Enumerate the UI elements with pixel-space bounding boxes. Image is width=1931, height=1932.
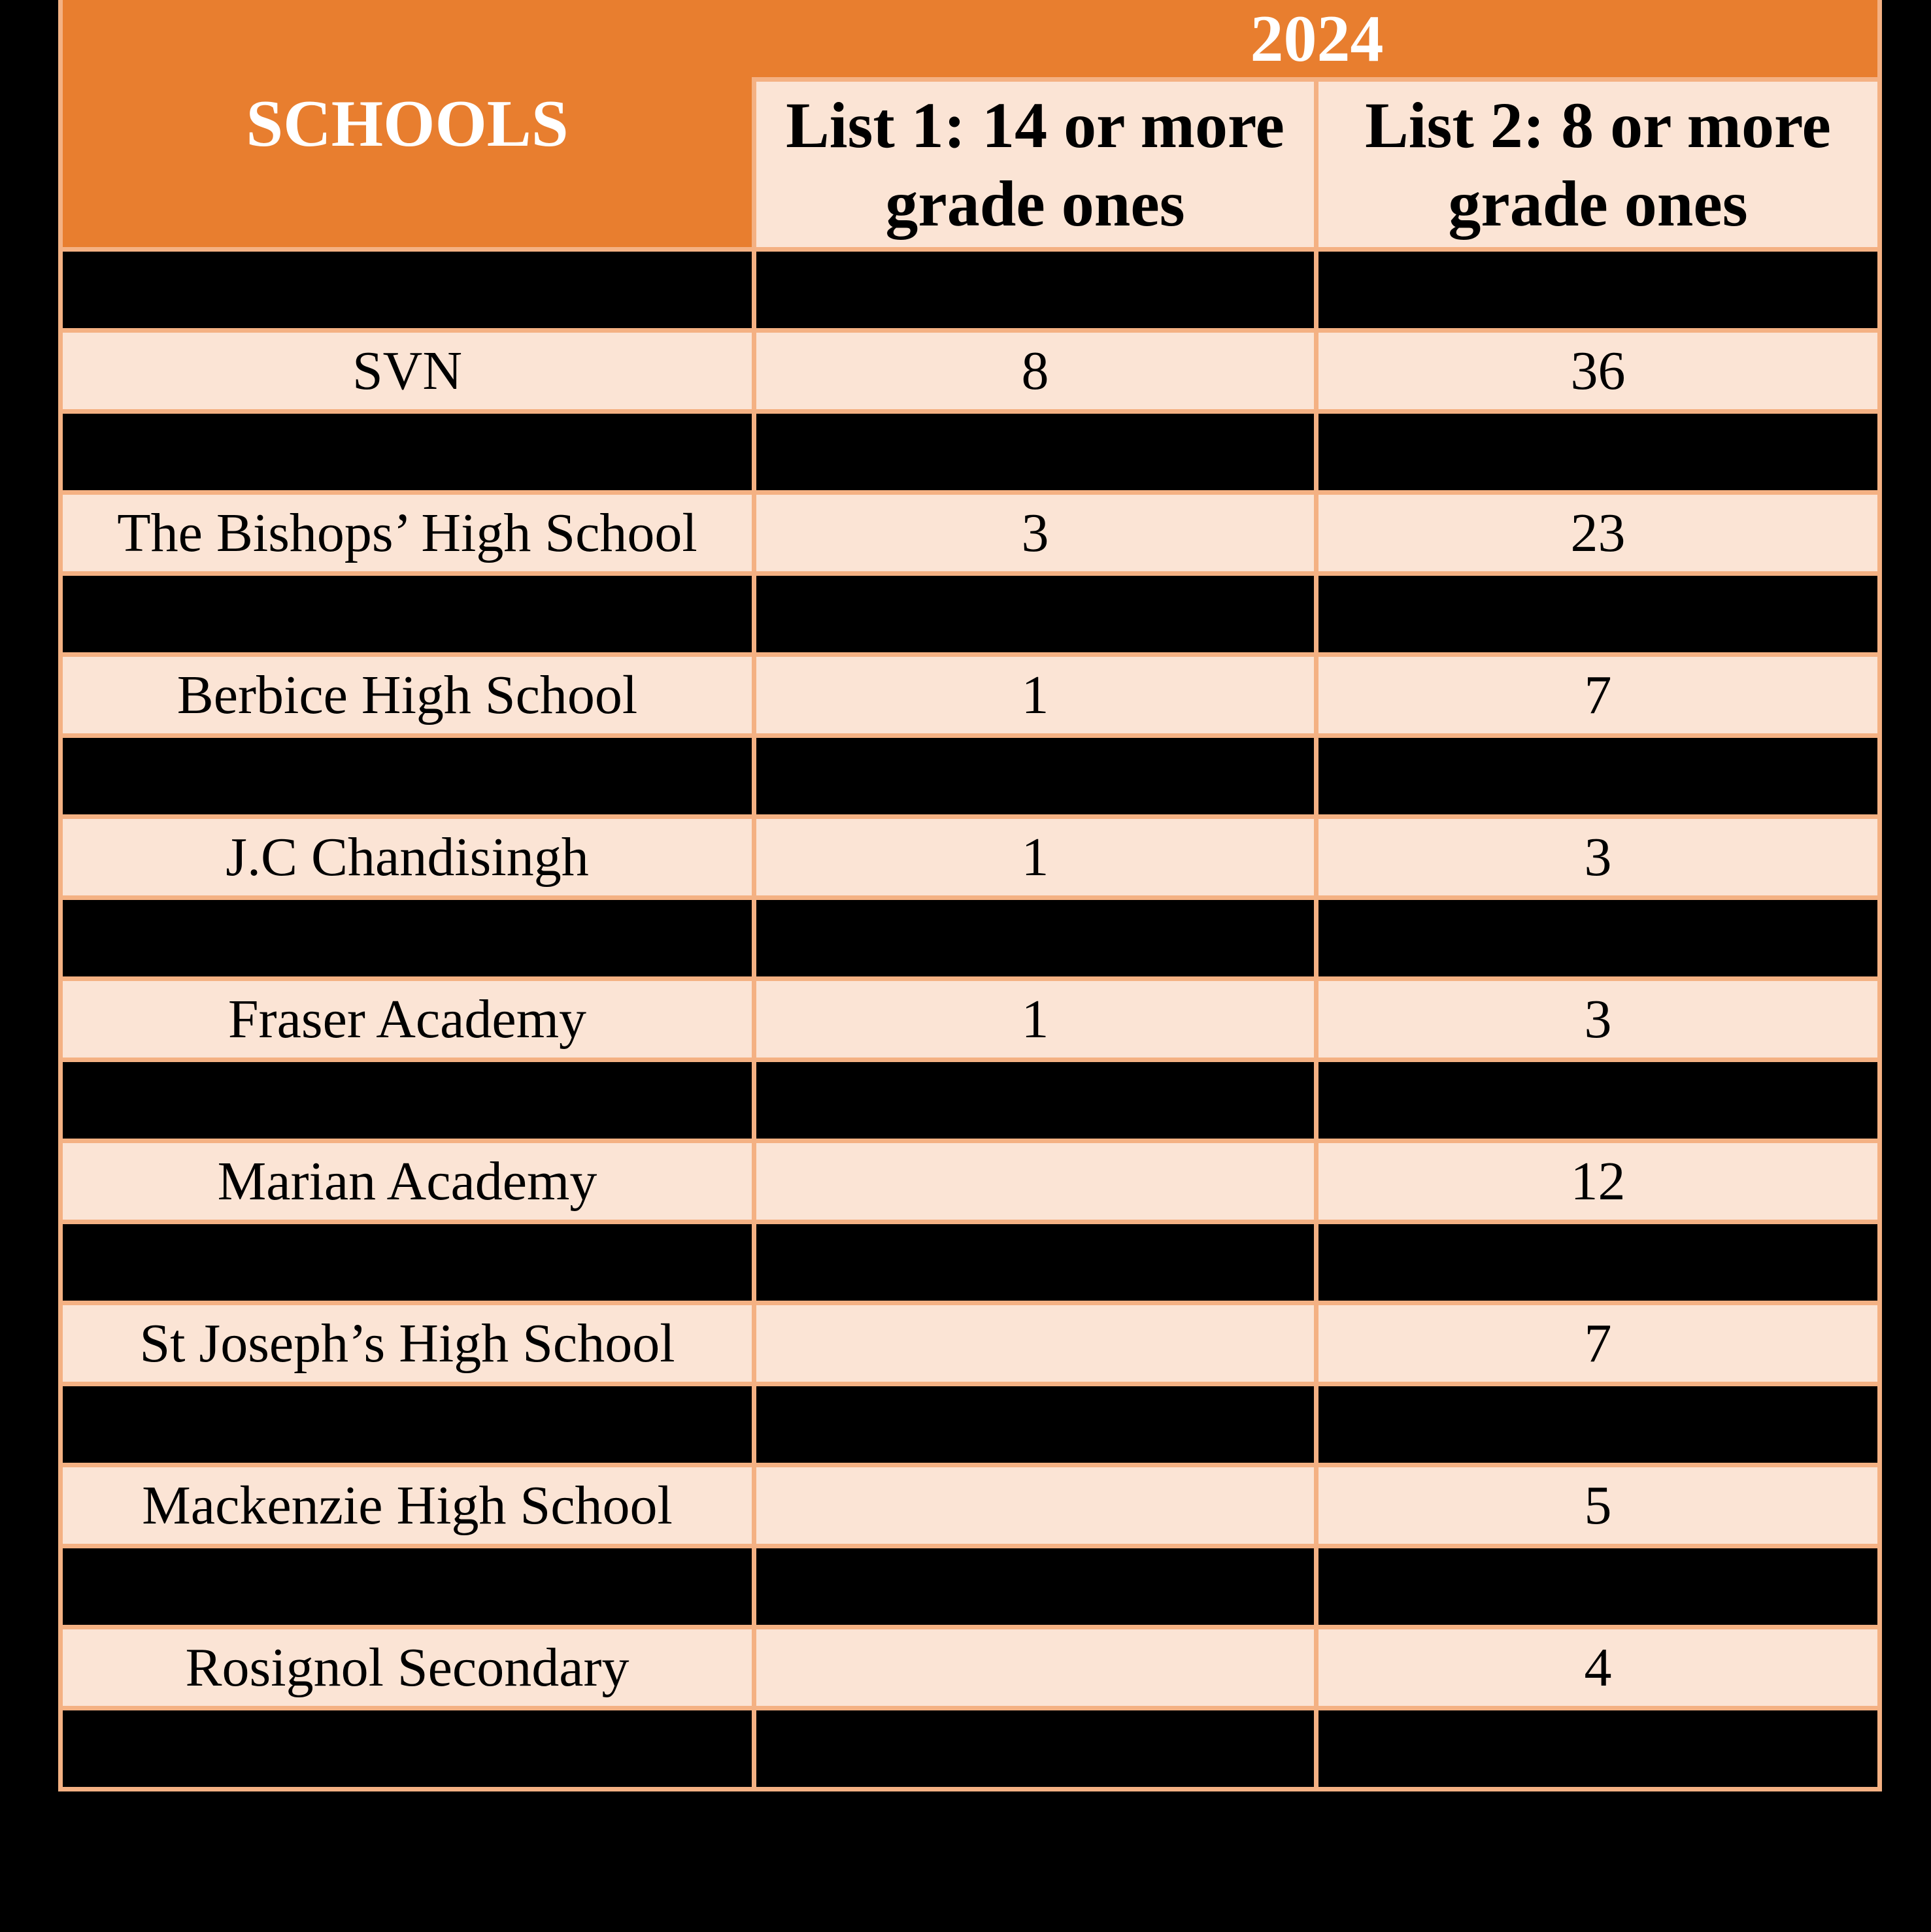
- spacer-cell: [63, 252, 752, 328]
- school-name-cell: Fraser Academy: [63, 981, 752, 1058]
- spacer-cell: [63, 738, 752, 814]
- school-name-cell: Marian Academy: [63, 1143, 752, 1220]
- list1-value-cell: 8: [756, 333, 1314, 409]
- list2-value-cell: 12: [1318, 1143, 1877, 1220]
- school-name-cell: Mackenzie High School: [63, 1467, 752, 1544]
- spacer-cell: [1318, 414, 1877, 490]
- list2-value-cell: 3: [1318, 981, 1877, 1058]
- list1-value-cell: [756, 1305, 1314, 1382]
- spacer-cell: [1318, 900, 1877, 976]
- spacer-cell: [63, 1548, 752, 1625]
- list1-value-cell: 1: [756, 981, 1314, 1058]
- spacer-cell: [63, 900, 752, 976]
- spacer-cell: [756, 900, 1314, 976]
- school-name-cell: J.C Chandisingh: [63, 819, 752, 895]
- list1-value-cell: 1: [756, 657, 1314, 733]
- list1-value-cell: 3: [756, 495, 1314, 571]
- spacer-cell: [756, 738, 1314, 814]
- school-name-cell: St Joseph’s High School: [63, 1305, 752, 1382]
- spacer-cell: [756, 1386, 1314, 1463]
- school-name-cell: Berbice High School: [63, 657, 752, 733]
- spacer-cell: [63, 576, 752, 652]
- spacer-cell: [1318, 1224, 1877, 1301]
- spacer-cell: [63, 414, 752, 490]
- list2-value-cell: 3: [1318, 819, 1877, 895]
- spacer-cell: [1318, 738, 1877, 814]
- spacer-cell: [756, 576, 1314, 652]
- spacer-cell: [1318, 1062, 1877, 1139]
- list2-value-cell: 23: [1318, 495, 1877, 571]
- school-name-cell: Rosignol Secondary: [63, 1629, 752, 1706]
- school-name-cell: SVN: [63, 333, 752, 409]
- spacer-cell: [1318, 576, 1877, 652]
- spacer-cell: [1318, 1548, 1877, 1625]
- list2-value-cell: 7: [1318, 657, 1877, 733]
- spacer-cell: [756, 1548, 1314, 1625]
- spacer-cell: [756, 1710, 1314, 1787]
- spacer-cell: [63, 1224, 752, 1301]
- spacer-cell: [756, 1224, 1314, 1301]
- list1-value-cell: [756, 1467, 1314, 1544]
- spacer-cell: [1318, 252, 1877, 328]
- school-name-cell: The Bishops’ High School: [63, 495, 752, 571]
- list2-value-cell: 5: [1318, 1467, 1877, 1544]
- spacer-cell: [63, 1062, 752, 1139]
- list2-value-cell: 4: [1318, 1629, 1877, 1706]
- year-header-cell: 2024: [752, 0, 1877, 77]
- list2-header-cell: List 2: 8 or more grade ones: [1318, 82, 1877, 247]
- spacer-cell: [756, 414, 1314, 490]
- list2-value-cell: 36: [1318, 333, 1877, 409]
- list1-value-cell: [756, 1143, 1314, 1220]
- spacer-cell: [63, 1710, 752, 1787]
- results-table: [58, 0, 1882, 1791]
- spacer-cell: [1318, 1386, 1877, 1463]
- list1-value-cell: [756, 1629, 1314, 1706]
- list1-value-cell: 1: [756, 819, 1314, 895]
- schools-header-cell: SCHOOLS: [63, 0, 752, 247]
- list1-header-cell: List 1: 14 or more grade ones: [756, 82, 1314, 247]
- spacer-cell: [756, 252, 1314, 328]
- spacer-cell: [756, 1062, 1314, 1139]
- list2-value-cell: 7: [1318, 1305, 1877, 1382]
- spacer-cell: [63, 1386, 752, 1463]
- spacer-cell: [1318, 1710, 1877, 1787]
